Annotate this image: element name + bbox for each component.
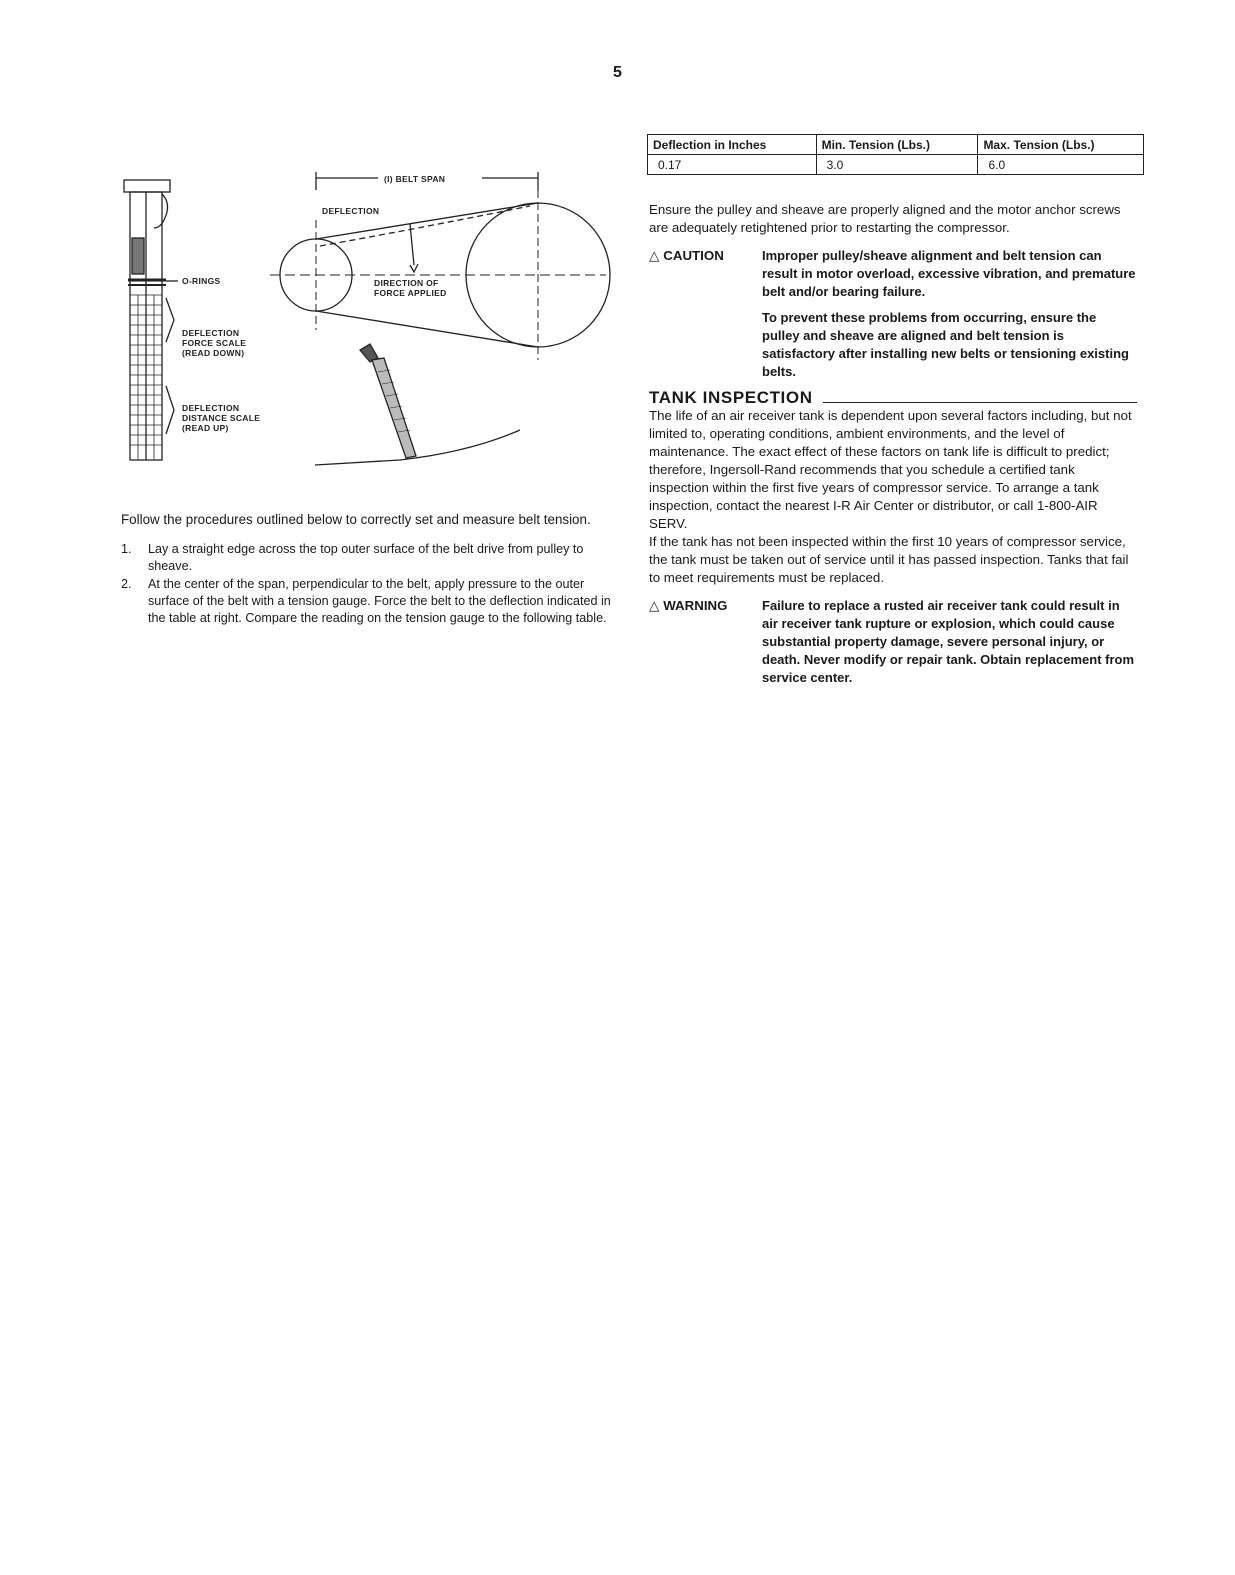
caution-label: CAUTION [663, 248, 724, 263]
caution-notice [649, 247, 1137, 381]
step-text: Lay a straight edge across the top outer surface of the belt drive from pulley to sheave. [148, 542, 584, 573]
table-header-cell: Max. Tension (Lbs.) [978, 135, 1144, 155]
warning-triangle-icon: △ [649, 598, 660, 613]
tank-inspection-heading [649, 389, 1137, 407]
alignment-paragraph: Ensure the pulley and sheave are properly aligned and the motor anchor screws are adequately retightened prior to restarting the compressor. [649, 202, 1121, 235]
step-item [121, 576, 611, 627]
heading-rule [823, 402, 1137, 403]
step-item [121, 541, 611, 575]
step-number: 2. [121, 577, 132, 591]
warning-text: Failure to replace a rusted air receiver tank could result in air receiver tank rupture or explosion, which could cause substantial property damage, severe personal injury, or death. Never modify or repair tank. Obtain replacement from service center. [762, 598, 1135, 685]
table-row [648, 155, 1144, 175]
procedure-steps [121, 541, 611, 627]
caution-body [762, 247, 1137, 381]
warning-triangle-icon: △ [649, 248, 660, 263]
caution-tag [649, 247, 724, 265]
step-text: At the center of the span, perpendicular to the belt, apply pressure to the outer surface of the belt with a tension gauge. Force the belt to the deflection indicated in the table at right. Compare the reading on the tension gauge to the following table. [148, 577, 611, 625]
direction-of-force-label: DIRECTION OF FORCE APPLIED [374, 278, 447, 298]
page-number: 5 [613, 64, 622, 81]
warning-notice [649, 597, 1137, 687]
deflection-label: DEFLECTION [322, 206, 380, 216]
table-header-cell: Deflection in Inches [648, 135, 817, 155]
belt-span-label: (I) BELT SPAN [384, 174, 446, 184]
warning-body [762, 597, 1137, 687]
table-header-cell: Min. Tension (Lbs.) [816, 135, 978, 155]
tank-paragraph: The life of an air receiver tank is dependent upon several factors including, but not limited to, operating conditions, ambient environments, and the level of maintenance. The exact effect of these factors on tank life is difficult to predict; therefore, Ingersoll-Rand recommends that you schedule a certified tank inspection within the first five years of compressor service. To arrange a tank inspection, contact the nearest I-R Air Center or distributor, or call 1-800-AIR SERV. [649, 408, 1132, 531]
distance-scale-label: DEFLECTION DISTANCE SCALE (READ UP) [182, 403, 261, 433]
table-cell: 3.0 [816, 155, 978, 175]
table-cell: 6.0 [978, 155, 1144, 175]
force-scale-label: DEFLECTION FORCE SCALE (READ DOWN) [182, 328, 247, 358]
caution-text: Improper pulley/sheave alignment and belt tension can result in motor overload, excessive vibration, and premature belt and/or bearing failure. [762, 248, 1136, 299]
o-rings-label: O-RINGS [182, 276, 221, 286]
belt-tension-procedure [121, 511, 611, 628]
belt-tension-diagram [110, 160, 620, 480]
section-title: TANK INSPECTION [649, 388, 813, 407]
warning-tag [649, 597, 728, 615]
table-cell: 0.17 [648, 155, 817, 175]
right-column [649, 201, 1137, 695]
procedure-intro: Follow the procedures outlined below to correctly set and measure belt tension. [121, 512, 591, 527]
caution-text: To prevent these problems from occurring, ensure the pulley and sheave are aligned and belt tension is satisfactory after installing new belts or tensioning existing belts. [762, 310, 1129, 379]
warning-label: WARNING [663, 598, 728, 613]
tank-paragraph: If the tank has not been inspected within the first 10 years of compressor service, the tank must be taken out of service until it has passed inspection. Tanks that fail to meet requirements must be replaced. [649, 534, 1129, 585]
tension-table [647, 134, 1144, 175]
table-header-row [648, 135, 1144, 155]
step-number: 1. [121, 542, 132, 556]
